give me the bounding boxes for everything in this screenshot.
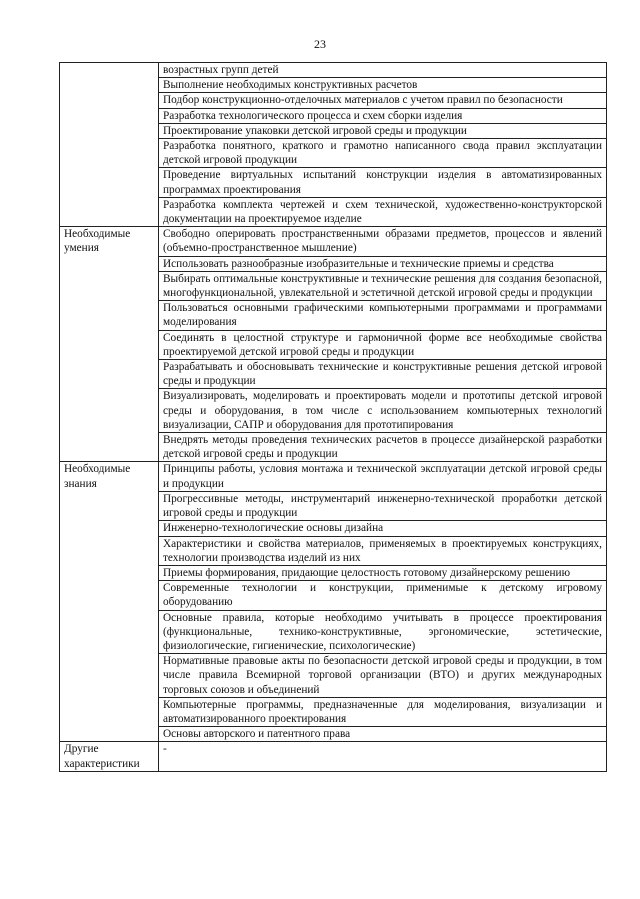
table-cell: Принципы работы, условия монтажа и технической эксплуатации детской игровой среды и продукции: [159, 462, 607, 491]
knowledge-label: Необходимые знания: [60, 462, 159, 742]
table-cell: Основы авторского и патентного права: [159, 727, 607, 742]
table-row: [60, 63, 607, 78]
table-cell: Приемы формирования, придающие целостность готовому дизайнерскому решению: [159, 565, 607, 580]
other-value: -: [159, 742, 607, 771]
table-cell: Внедрять методы проведения технических расчетов в процессе дизайнерской разработки детской игровой среды и продукции: [159, 433, 607, 462]
table-cell: Выполнение необходимых конструктивных расчетов: [159, 78, 607, 93]
table-cell: Подбор конструкционно-отделочных материалов с учетом правил по безопасности: [159, 93, 607, 108]
knowledge-section: [60, 462, 607, 742]
table-cell: Характеристики и свойства материалов, применяемых в проектируемых конструкциях, технологии производства изделий из них: [159, 536, 607, 565]
page-number: 23: [314, 37, 326, 51]
table-cell: Пользоваться основными графическими компьютерными программами и программами моделирования: [159, 301, 607, 330]
table-cell: Выбирать оптимальные конструктивные и технические решения для создания безопасной, многофункциональной, увлекательной и эстетичной детской игровой среды и продукции: [159, 271, 607, 300]
other-label: Другие характеристики: [60, 742, 159, 771]
table-cell: Соединять в целостной структуре и гармоничной форме все необходимые свойства проектируемой детской игровой среды и продукции: [159, 330, 607, 359]
table-cell: Проектирование упаковки детской игровой среды и продукции: [159, 123, 607, 138]
table-cell: Разработка технологического процесса и схем сборки изделия: [159, 108, 607, 123]
continuation-section: [60, 63, 607, 227]
table-cell: Нормативные правовые акты по безопасности детской игровой среды и продукции, в том числе правила Всемирной торговой организации (ВТО) и других международных торговых союзов и объединений: [159, 654, 607, 698]
table-cell: Разработка понятного, краткого и грамотно написанного свода правил эксплуатации детской игровой продукции: [159, 139, 607, 168]
table-cell: Использовать разнообразные изобразительные и технические приемы и средства: [159, 256, 607, 271]
table-cell: Разрабатывать и обосновывать технические и конструктивные решения детской игровой среды и продукции: [159, 360, 607, 389]
table-cell: возрастных групп детей: [159, 63, 607, 78]
table-cell: Прогрессивные методы, инструментарий инженерно-технической проработки детской игровой среды и продукции: [159, 491, 607, 520]
requirements-table: [59, 62, 607, 772]
table-row: [60, 742, 607, 771]
table-row: [60, 227, 607, 256]
table-cell: Проведение виртуальных испытаний конструкции изделия в автоматизированных программах проектирования: [159, 168, 607, 197]
table-cell: Современные технологии и конструкции, применимые к детскому игровому оборудованию: [159, 581, 607, 610]
table-cell: Разработка комплекта чертежей и схем технической, художественно-конструкторской документации на проектируемое изделие: [159, 197, 607, 226]
table-cell: Основные правила, которые необходимо учитывать в процессе проектирования (функциональные, технико-конструктивные, эргономические, эстетические, физиологические, гигиенические, психологические): [159, 610, 607, 654]
table-cell: Инженерно-технологические основы дизайна: [159, 521, 607, 536]
table-cell: Компьютерные программы, предназначенные для моделирования, визуализации и автоматизированного проектирования: [159, 697, 607, 726]
table-cell: Визуализировать, моделировать и проектировать модели и прототипы детской игровой среды и оборудования, в том числе с использованием компьютерных технологий визуализации, САПР и оборудования для прототипирования: [159, 389, 607, 433]
table-cell: Свободно оперировать пространственными образами предметов, процессов и явлений (объемно-пространственное мышление): [159, 227, 607, 256]
other-section: [60, 742, 607, 771]
table-row: [60, 462, 607, 491]
skills-label: Необходимые умения: [60, 227, 159, 462]
continuation-label-cell: [60, 63, 159, 227]
skills-section: [60, 227, 607, 462]
